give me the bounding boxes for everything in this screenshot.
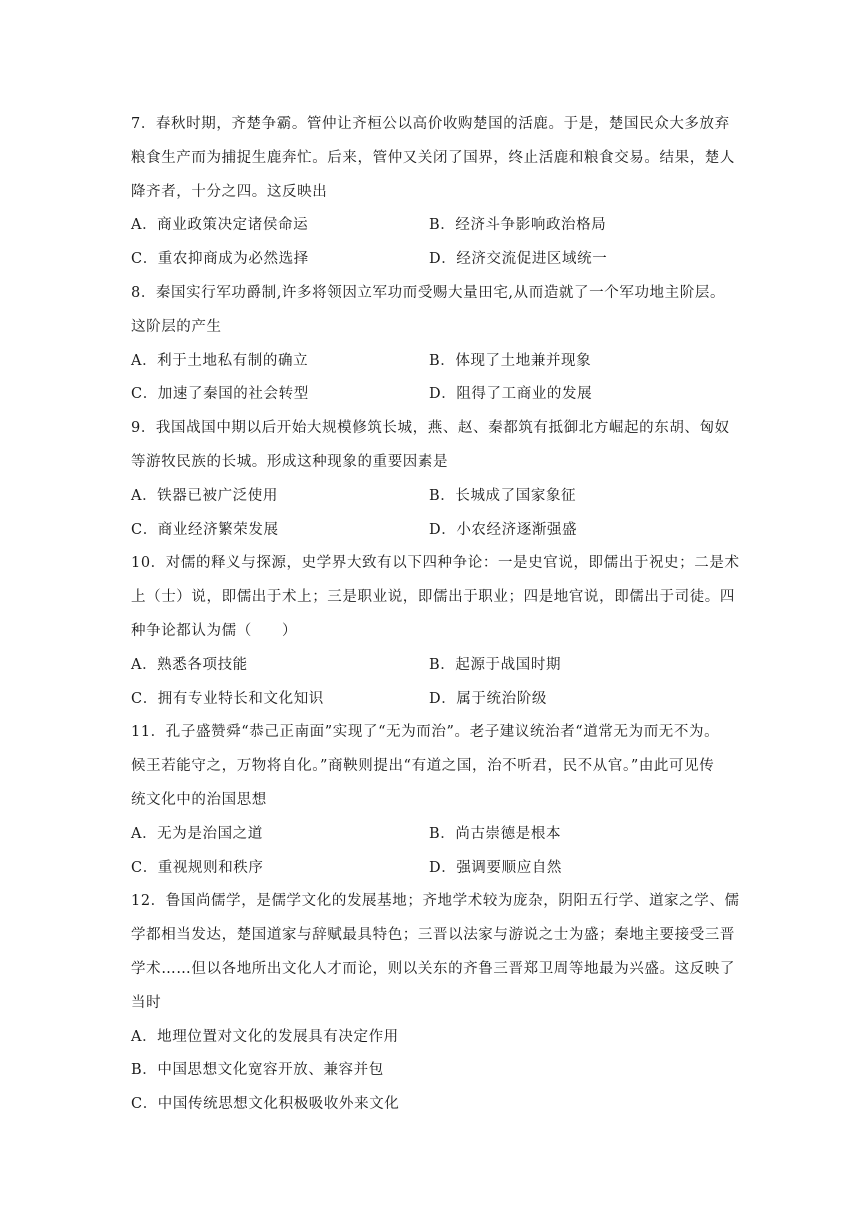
question-12-option-c: C．中国传统思想文化积极吸收外来文化 xyxy=(131,1096,400,1113)
question-12-stem-line-2: 学都相当发达，楚国道家与辞赋最具特色；三晋以法家与游说之士为盛；秦地主要接受三晋 xyxy=(131,927,735,944)
question-11-option-b: B．尚古崇德是根本 xyxy=(429,825,562,842)
question-12-stem-line-4: 当时 xyxy=(131,994,162,1011)
question-8-option-a: A．利于土地私有制的确立 xyxy=(131,352,309,369)
question-7-option-c: C．重农抑商成为必然选择 xyxy=(131,251,309,268)
question-8 xyxy=(131,277,731,412)
question-9-option-b: B．长城成了国家象征 xyxy=(429,487,577,504)
question-10-stem-line-1: 10．对儒的释义与探源，史学界大致有以下四种争论：一是史官说，即儒出于祝史；二是术 xyxy=(131,555,740,572)
question-9-option-d: D．小农经济逐渐强盛 xyxy=(429,521,578,538)
question-9-option-c: C．商业经济繁荣发展 xyxy=(131,521,279,538)
question-10-option-c: C．拥有专业特长和文化知识 xyxy=(131,690,324,707)
question-9-stem-line-2: 等游牧民族的长城。形成这种现象的重要因素是 xyxy=(131,453,449,470)
question-12-option-b: B．中国思想文化宽容开放、兼容并包 xyxy=(131,1062,384,1079)
question-11-option-a: A．无为是治国之道 xyxy=(131,825,263,842)
question-12 xyxy=(131,885,740,1122)
question-7-option-b: B．经济斗争影响政治格局 xyxy=(429,217,607,234)
question-12-stem-line-1: 12．鲁国尚儒学，是儒学文化的发展基地；齐地学术较为庞杂，阴阳五行学、道家之学、儒 xyxy=(131,893,740,910)
question-10-stem-line-3: 种争论都认为儒（ ） xyxy=(131,622,298,639)
question-11-stem-line-2: 候王若能守之，万物将自化。”商鞅则提出“有道之国，治不听君，民不从官。”由此可见传 xyxy=(131,758,715,775)
question-list xyxy=(131,108,740,1122)
question-10-option-a: A．熟悉各项技能 xyxy=(131,656,248,673)
question-10-stem-line-2: 上（士）说，即儒出于术上；三是职业说，即儒出于职业；四是地官说，即儒出于司徒。四 xyxy=(131,589,735,606)
question-7-stem-line-2: 粮食生产而为捕捉生鹿奔忙。后来，管仲又关闭了国界，终止活鹿和粮食交易。结果，楚人 xyxy=(131,149,735,166)
question-12-option-a: A．地理位置对文化的发展具有决定作用 xyxy=(131,1028,399,1045)
question-8-option-d: D．阻得了工商业的发展 xyxy=(429,386,593,403)
question-9 xyxy=(131,412,731,547)
question-8-option-c: C．加速了秦国的社会转型 xyxy=(131,386,309,403)
question-7 xyxy=(131,108,735,277)
question-7-stem-line-3: 降齐者，十分之四。这反映出 xyxy=(131,183,328,200)
question-7-option-d: D．经济交流促进区域统一 xyxy=(429,251,608,268)
question-10-option-b: B．起源于战国时期 xyxy=(429,656,562,673)
question-11-option-c: C．重视规则和秩序 xyxy=(131,859,264,876)
question-9-option-a: A．铁器已被广泛使用 xyxy=(131,487,278,504)
question-12-stem-line-3: 学术……但以各地所出文化人才而论，则以关东的齐鲁三晋郑卫周等地最为兴盛。这反映了 xyxy=(131,960,735,977)
question-11-option-d: D．强调要顺应自然 xyxy=(429,859,563,876)
question-8-stem-line-2: 这阶层的产生 xyxy=(131,318,222,335)
question-7-stem-line-1: 7．春秋时期，齐楚争霸。管仲让齐桓公以高价收购楚国的活鹿。于是，楚国民众大多放弃 xyxy=(131,116,730,132)
question-8-option-b: B．体现了土地兼并现象 xyxy=(429,352,592,369)
question-9-stem-line-1: 9．我国战国中期以后开始大规模修筑长城，燕、赵、秦都筑有抵御北方崛起的东胡、匈奴 xyxy=(131,420,730,437)
question-11 xyxy=(131,716,731,885)
question-10 xyxy=(131,547,740,716)
question-11-stem-line-1: 11．孔子盛赞舜“恭己正南面”实现了“无为而治”。老子建议统治者“道常无为而无不为。 xyxy=(131,724,720,741)
question-11-stem-line-3: 统文化中的治国思想 xyxy=(131,791,267,808)
question-7-option-a: A．商业政策决定诸侯命运 xyxy=(131,217,309,234)
question-8-stem-line-1: 8．秦国实行军功爵制,许多将领因立军功而受赐大量田宅,从而造就了一个军功地主阶层。 xyxy=(131,284,726,301)
question-10-option-d: D．属于统治阶级 xyxy=(429,690,547,707)
